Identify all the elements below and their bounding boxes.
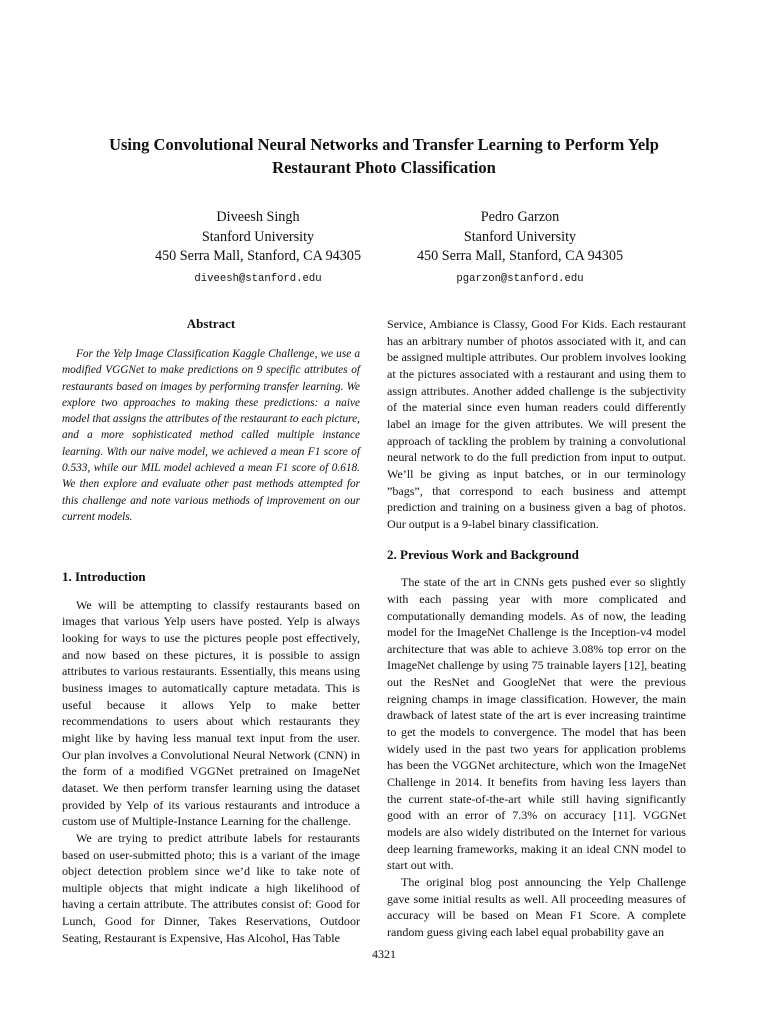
author-block-2 <box>370 208 670 286</box>
intro-paragraph-2: We are trying to predict attribute labels for restaurants based on user-submitted photo; this is a variant of the image object detection problem since we’d like to take note of multiple objects that might indicate a high likelihood of having a certain attribute. The attributes consist of: Good for Lunch, Good for Dinner, Takes Reservations, Outdoor Seating, Restaurant is Expensive, Has Alcohol, Has Table <box>62 830 360 945</box>
author-block-1 <box>108 208 408 286</box>
section-heading-introduction: 1. Introduction <box>62 569 146 584</box>
author-name: Pedro Garzon <box>480 209 560 225</box>
paper-title <box>60 133 708 179</box>
abstract-heading: Abstract <box>186 316 236 331</box>
intro-section <box>62 569 360 946</box>
author-email: pgarzon@stanford.edu <box>456 272 584 285</box>
section-heading-previous-work: 2. Previous Work and Background <box>387 546 579 562</box>
author-affiliation: Stanford University <box>201 228 315 245</box>
page-number: 4321 <box>372 947 396 961</box>
right-column <box>387 316 686 941</box>
title-line-2: Restaurant Photo Classification <box>272 158 496 177</box>
abstract-body <box>62 346 360 525</box>
author-address: 450 Serra Mall, Stanford, CA 94305 <box>154 248 362 264</box>
title-line-1: Using Convolutional Neural Networks and Transfer Learning to Perform Yelp <box>109 135 659 154</box>
intro-paragraph-continued: Service, Ambiance is Classy, Good For Kids. Each restaurant has an arbitrary number of photos associated with it, and can be assigned multiple attributes. Our problem involves looking at the pictures associated with a restaurant and using them to assign attributes. Another added challenge is the subjectivity of the material since even human readers could differently label an image for the given attributes. We will present the approach of tackling the problem by training a convolutional neural network to do the full prediction from input to output. We’ll be giving as input batches, or in our terminology ”bags”, that correspond to each business and attempt prediction and training on a business given a bag of photos. Our output is a 9-label binary classification. <box>387 317 686 531</box>
section2-paragraph-1: The state of the art in CNNs gets pushed ever so slightly with each passing year with more complicated and computationally demanding models. As of now, the leading model for the ImageNet Challenge is the Inception-v4 model architecture that was able to achieve 3.08% top error on the ImageNet challenge by using 75 trainable layers [12], beating out the ResNet and GoogleNet that were the previous reigning champs in image classification. However, the main drawback of latest state of the art is ever increasing traintime to get the models to convergence. The model that has been widely used in the past two years for application problems has been the VGGNet architecture, which won the ImageNet Challenge in 2014. It benefits from having less layers than the current state-of-the-art while still having significantly good with an error of 7.3% on accuracy [11]. VGGNet models are also widely distributed on the Internet for various deep learning frameworks, making it an ideal CNN model to start out with. <box>387 575 686 873</box>
intro-paragraph-1: We will be attempting to classify restaurants based on images that various Yelp users have posted. Yelp is always looking for ways to use the pictures people post effectively, and now based on these pictures, it is possible to assign attributes to various restaurants. Essentially, this means using business images to automatically capture metadata. This is useful because it allows Yelp to make better recommendations to users about which restaurants they might like by having less manual text input from the user. Our plan involves a Convolutional Neural Network (CNN) in the form of a modified VGGNet pretrained on ImageNet dataset. We then perform transfer learning using the dataset provided by Yelp of its various restaurants and introduce a custom use of Multiple-Instance Learning for the challenge. <box>62 597 360 829</box>
author-affiliation: Stanford University <box>463 228 577 245</box>
author-address: 450 Serra Mall, Stanford, CA 94305 <box>416 248 624 264</box>
section2-paragraph-2: The original blog post announcing the Yelp Challenge gave some initial results as well. All proceeding measures of accuracy will be based on Mean F1 Score. A complete random guess giving each label equal probability gave an <box>387 875 686 939</box>
author-email: diveesh@stanford.edu <box>194 272 322 285</box>
author-name: Diveesh Singh <box>216 209 300 225</box>
abstract-text: For the Yelp Image Classification Kaggle Challenge, we use a modified VGGNet to make predictions on 9 specific attributes of restaurants based on images by performing transfer learning. We explore two approaches to making these predictions: a naive model that assigns the attributes of the restaurant to each picture, and a more sophisticated method called multiple instance learning. With our naive model, we achieved a mean F1 score of 0.533, while our MIL model achieved a mean F1 score of 0.618. We then explore and evaluate other past methods attempted for this challenge and note various methods of improvement on our current models. <box>62 348 360 523</box>
